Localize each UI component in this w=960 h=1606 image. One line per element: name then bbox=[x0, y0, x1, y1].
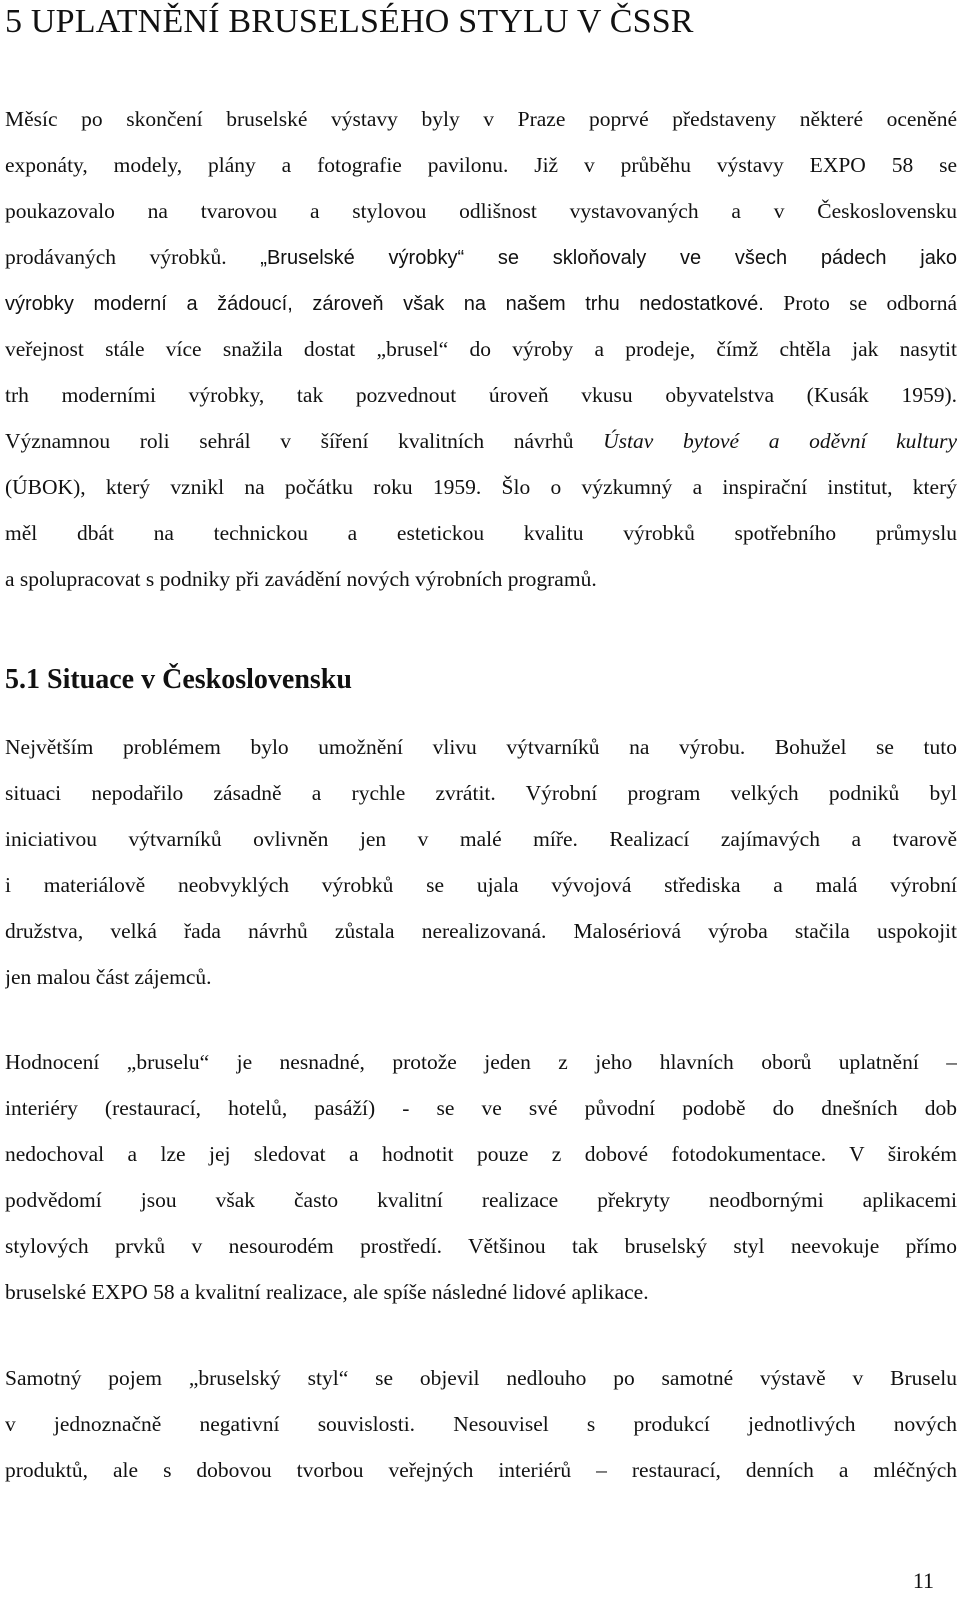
text-line: podvědomí jsou však často kvalitní realizace překryty neodbornými aplikacemi bbox=[5, 1188, 957, 1212]
text-line: iniciativou výtvarníků ovlivněn jen v malé míře. Realizací zajímavých a tvarově bbox=[5, 827, 957, 851]
text-line: exponáty, modely, plány a fotografie pavilonu. Již v průběhu výstavy EXPO 58 se bbox=[5, 153, 957, 177]
text-line bbox=[5, 418, 957, 464]
text-line: veřejnost stále více snažila dostat „brusel“ do výroby a prodeje, čímž chtěla jak nasytit bbox=[5, 337, 957, 361]
text-line: poukazovalo na tvarovou a stylovou odlišnost vystavovaných a v Československu bbox=[5, 199, 957, 223]
text-line: Samotný pojem „bruselský styl“ se objevil nedlouho po samotné výstavě v Bruselu bbox=[5, 1366, 957, 1390]
text-line: situaci nepodařilo zásadně a rychle zvrátit. Výrobní program velkých podniků byl bbox=[5, 781, 957, 805]
text-line: i materiálově neobvyklých výrobků se ujala vývojová střediska a malá výrobní bbox=[5, 873, 957, 897]
text-line: v jednoznačně negativní souvislosti. Nesouvisel s produkcí jednotlivých nových bbox=[5, 1412, 957, 1436]
text-line: a spolupracovat s podniky při zavádění nových výrobních programů. bbox=[5, 567, 597, 591]
paragraph-1 bbox=[5, 96, 957, 602]
text-line: družstva, velká řada návrhů zůstala nerealizovaná. Malosériová výroba stačila uspokojit bbox=[5, 919, 957, 943]
text-line: Měsíc po skončení bruselské výstavy byly v Praze poprvé představeny některé oceněné bbox=[5, 107, 957, 131]
text-line: Největším problémem bylo umožnění vlivu výtvarníků na výrobu. Bohužel se tuto bbox=[5, 735, 957, 759]
text-line: bruselské EXPO 58 a kvalitní realizace, ale spíše následné lidové aplikace. bbox=[5, 1280, 649, 1304]
text-line: interiéry (restaurací, hotelů, pasáží) - se ve své původní podobě do dnešních dob bbox=[5, 1096, 957, 1120]
page-number: 11 bbox=[912, 1568, 934, 1593]
section-heading: 5.1 Situace v Československu bbox=[5, 664, 352, 695]
text-segment: „Bruselské výrobky“ se skloňovaly ve všech pádech jako bbox=[260, 247, 957, 269]
chapter-heading: 5 UPLATNĚNÍ BRUSELSÉHO STYLU V ČSSR bbox=[5, 3, 694, 40]
text-line: trh moderními výrobky, tak pozvednout úroveň vkusu obyvatelstva (Kusák 1959). bbox=[5, 383, 957, 407]
paragraph-4 bbox=[5, 1355, 957, 1493]
paragraph-3 bbox=[5, 1039, 957, 1315]
text-line: stylových prvků v nesourodém prostředí. Většinou tak bruselský styl neevokuje přímo bbox=[5, 1234, 957, 1258]
text-line: (ÚBOK), který vznikl na počátku roku 1959. Šlo o výzkumný a inspirační institut, který bbox=[5, 475, 957, 499]
text-line bbox=[5, 234, 957, 280]
text-line: Hodnocení „bruselu“ je nesnadné, protože jeden z jeho hlavních oborů uplatnění – bbox=[5, 1050, 957, 1074]
text-line: produktů, ale s dobovou tvorbou veřejných interiérů – restaurací, denních a mléčných bbox=[5, 1458, 957, 1482]
institution-name: Ústav bytové a oděvní kultury bbox=[603, 429, 957, 453]
text-segment: Proto se odborná bbox=[783, 291, 957, 315]
text-line: nedochoval a lze jej sledovat a hodnotit pouze z dobové fotodokumentace. V širokém bbox=[5, 1142, 957, 1166]
text-segment: výrobky moderní a žádoucí, zároveň však na našem trhu nedostatkové. bbox=[5, 293, 764, 315]
text-segment: prodávaných výrobků. bbox=[5, 245, 227, 269]
text-line bbox=[5, 280, 957, 326]
text-line: jen malou část zájemců. bbox=[5, 965, 212, 989]
paragraph-2 bbox=[5, 724, 957, 1000]
text-line: měl dbát na technickou a estetickou kvalitu výrobků spotřebního průmyslu bbox=[5, 521, 957, 545]
text-segment: Významnou roli sehrál v šíření kvalitních návrhů bbox=[5, 429, 574, 453]
